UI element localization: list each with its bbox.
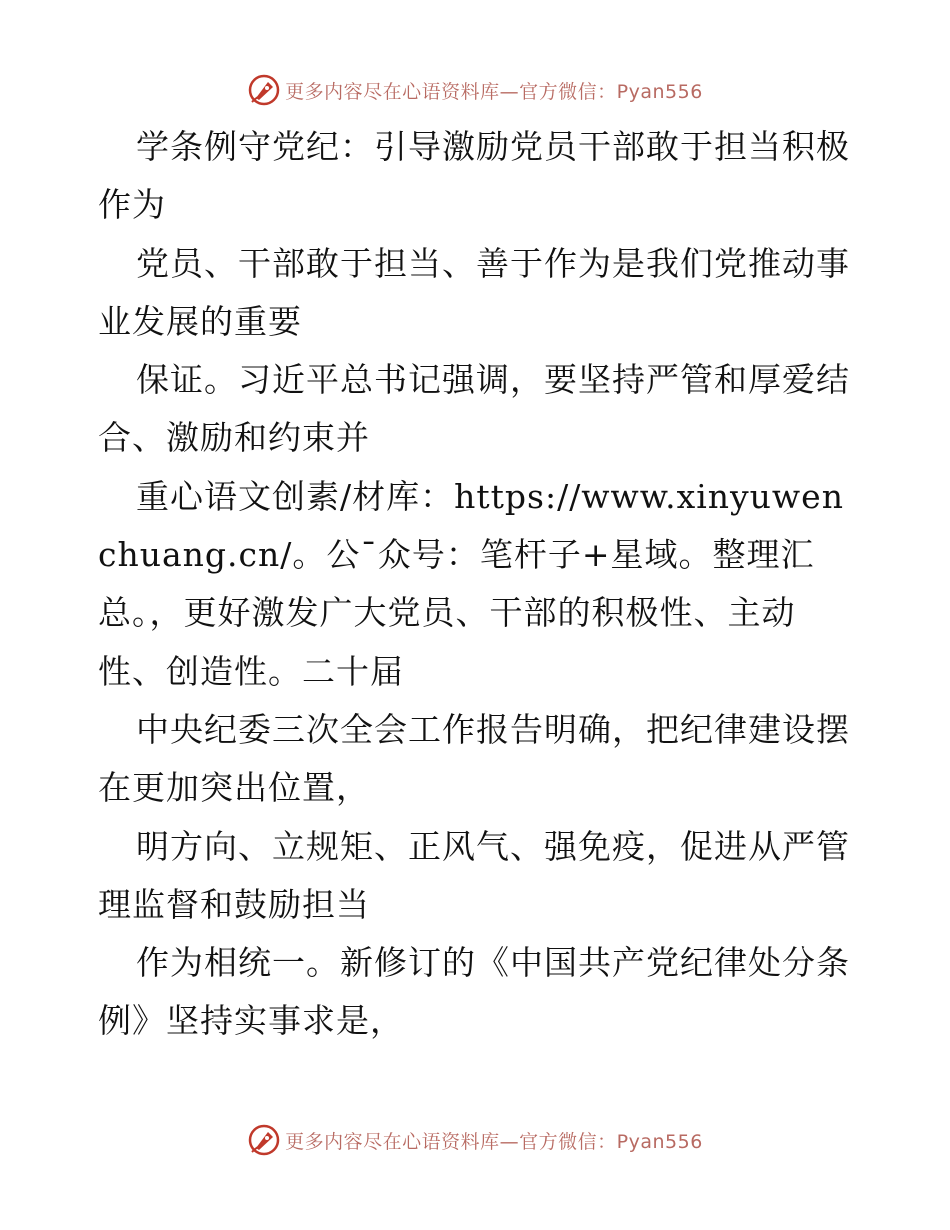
footer-banner [0, 1120, 950, 1160]
pen-nib-logo-icon [247, 73, 281, 107]
document-body [98, 118, 858, 1051]
paragraph: 学条例守党纪：引导激励党员干部敢于担当积极作为 [98, 127, 850, 225]
paragraph: 重心语文创素/材库：https://www.xinyuwenchuang.cn/。公¯众号：笔杆子+星域。整理汇总。，更好激发广大党员、干部的积极性、主动性、创造性。二十届 [98, 476, 844, 691]
paragraph: 作为相统一。新修订的《中国共产党纪律处分条例》坚持实事求是， [98, 943, 850, 1041]
header-banner-text: 更多内容尽在心语资料库—官方微信：Pyan556 [285, 80, 703, 103]
pen-nib-logo-icon [247, 1123, 281, 1157]
footer-banner-text: 更多内容尽在心语资料库—官方微信：Pyan556 [285, 1130, 703, 1153]
paragraph: 明方向、立规矩、正风气、强免疫，促进从严管理监督和鼓励担当 [98, 826, 850, 924]
paragraph: 中央纪委三次全会工作报告明确，把纪律建设摆在更加突出位置， [98, 709, 850, 808]
paragraph: 保证。习近平总书记强调，要坚持严管和厚爱结合、激励和约束并 [98, 360, 850, 458]
header-banner [0, 70, 950, 110]
paragraph: 党员、干部敢于担当、善于作为是我们党推动事业发展的重要 [98, 243, 850, 341]
